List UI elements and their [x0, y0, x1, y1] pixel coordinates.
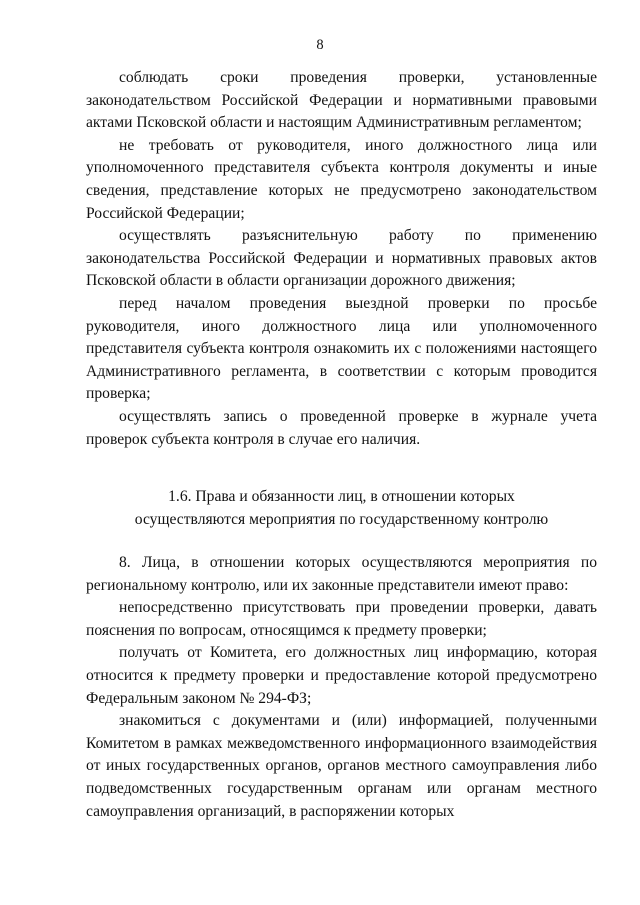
section-heading-line-2: осуществляются мероприятия по государственному контролю [134, 510, 549, 528]
paragraph: 8. Лица, в отношении которых осуществляются мероприятия по региональному контролю, или их законные представители имеют право: [86, 554, 597, 594]
paragraph: осуществлять разъяснительную работу по применению законодательства Российской Федерации и нормативных правовых актов Псковской области в области организации дорожного движения; [86, 227, 597, 290]
duties-section [86, 67, 597, 451]
paragraph: знакомиться с документами и (или) информацией, полученными Комитетом в рамках межведомственного информационного взаимодействия от иных государственных органов, органов местного самоуправления либо подведомственных государственным органам или органам местного самоуправления организаций, в распоряжении которых [86, 712, 597, 820]
paragraph: получать от Комитета, его должностных лиц информацию, которая относится к предмету проверки и предоставление которой предусмотрено Федеральным законом № 294-ФЗ; [86, 644, 597, 707]
paragraph: непосредственно присутствовать при проведении проверки, давать пояснения по вопросам, относящимся к предмету проверки; [86, 599, 597, 639]
rights-section [86, 552, 597, 823]
paragraph: перед началом проведения выездной проверки по просьбе руководителя, иного должностного лица или уполномоченного представителя субъекта контроля ознакомить их с положениями настоящего Административного регламента, в соответствии с которым проводится проверка; [86, 294, 597, 403]
section-heading [86, 486, 597, 531]
page-number: 8 [316, 37, 324, 53]
paragraph: осуществлять запись о проведенной проверке в журнале учета проверок субъекта контроля в случае его наличия. [86, 407, 597, 448]
section-heading-line-1: 1.6. Права и обязанности лиц, в отношении которых [168, 488, 515, 505]
paragraph: соблюдать сроки проведения проверки, установленные законодательством Российской Федерации и нормативными правовыми актами Псковской области и настоящим Административным регламентом; [86, 69, 597, 132]
paragraph: не требовать от руководителя, иного должностного лица или уполномоченного представителя субъекта контроля документы и иные сведения, представление которых не предусмотрено законодательством Российской Федерации; [86, 136, 597, 222]
